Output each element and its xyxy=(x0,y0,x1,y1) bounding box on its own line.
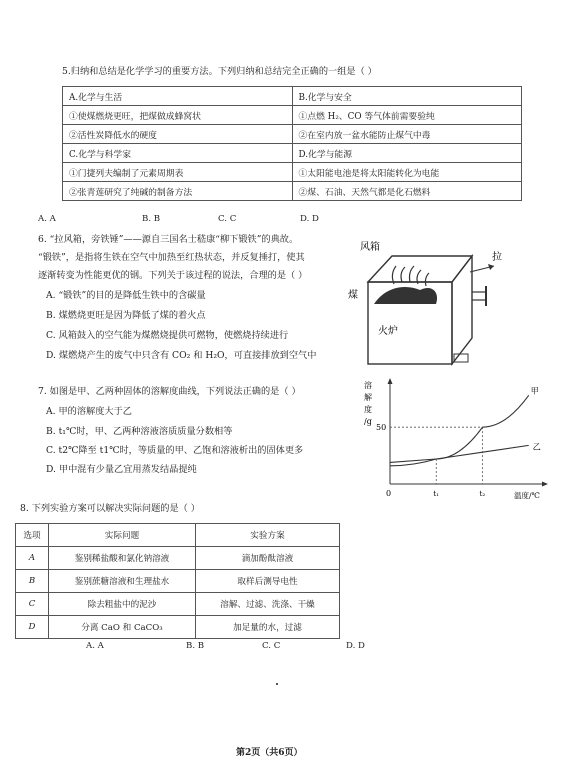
q8-option-a[interactable]: A. A xyxy=(86,641,104,651)
q6-option-c[interactable]: C. 风箱鼓入的空气能为煤燃烧提供可燃物，使燃烧持续进行 xyxy=(46,330,289,341)
y-axis-arrow xyxy=(388,378,393,384)
q5-option-b[interactable]: B. B xyxy=(142,214,161,224)
q8-table xyxy=(15,523,340,639)
ytick-label: 50 xyxy=(376,423,387,433)
q6-line-2: “锻铁”，是指将生铁在空气中加热至红热状态，并反复捶打，使其 xyxy=(38,252,305,263)
q5-cell: ②活性炭降低水的硬度 xyxy=(63,125,293,144)
ylabel-char: 解 xyxy=(364,393,372,402)
q8-cell: C xyxy=(16,593,49,616)
q5-cell: ②张青莲研究了纯碱的制备方法 xyxy=(63,182,293,201)
dot-mark xyxy=(276,683,278,685)
q8-cell: 加足量的水，过滤 xyxy=(196,616,340,639)
q5-cell: D.化学与能源 xyxy=(292,144,522,163)
ylabel-char: 溶 xyxy=(364,381,372,390)
q8-cell: D xyxy=(16,616,49,639)
q7-option-c[interactable]: C. t2℃降至 t1℃时，等质量的甲、乙饱和溶液析出的固体更多 xyxy=(46,445,304,456)
q8-header: 选项 xyxy=(16,524,49,547)
ylabel-char: /g xyxy=(364,417,372,426)
q5-cell: B.化学与安全 xyxy=(292,87,522,106)
label-la: 拉 xyxy=(492,252,502,263)
label-fengxiang: 风箱 xyxy=(360,242,380,253)
xtick-label: t₁ xyxy=(433,490,439,498)
q5-cell: ①太阳能电池是将太阳能转化为电能 xyxy=(292,163,522,182)
q7-option-b[interactable]: B. t₁℃时，甲、乙两种溶液溶质质量分数相等 xyxy=(46,426,233,437)
q5-cell: ②煤、石油、天然气都是化石燃料 xyxy=(292,182,522,201)
q6-option-d[interactable]: D. 煤燃烧产生的废气中只含有 CO₂ 和 H₂O，可直接排放到空气中 xyxy=(46,350,317,361)
q8-cell: 鉴别稀盐酸和氯化钠溶液 xyxy=(49,547,196,570)
series-label: 甲 xyxy=(530,386,539,396)
q8-cell: B xyxy=(16,570,49,593)
q5-option-d[interactable]: D. D xyxy=(300,214,319,224)
q8-cell: 鉴别蔗糖溶液和生理盐水 xyxy=(49,570,196,593)
q5-cell: ①使煤燃烧更旺，把煤做成蜂窝状 xyxy=(63,106,293,125)
q6-line-3: 逐渐转变为性能更优的钢。下列关于该过程的说法，合理的是（ ） xyxy=(38,270,308,281)
q8-stem: 8. 下列实验方案可以解决实际问题的是（ ） xyxy=(20,503,200,514)
furnace-top xyxy=(368,256,472,282)
ylabel-char: 度 xyxy=(364,405,372,414)
q5-option-c[interactable]: C. C xyxy=(218,214,237,224)
page-footer: 第2页（共6页） xyxy=(236,748,303,758)
q5-cell: ②在室内放一盆水能防止煤气中毒 xyxy=(292,125,522,144)
solubility-chart xyxy=(360,376,556,500)
q8-cell: 分离 CaO 和 CaCO₃ xyxy=(49,616,196,639)
q8-cell: 溶解、过滤、洗涤、干燥 xyxy=(196,593,340,616)
flame-lines xyxy=(392,266,429,286)
furnace-side xyxy=(452,256,472,364)
q8-cell: 除去粗盐中的泥沙 xyxy=(49,593,196,616)
q6-option-b[interactable]: B. 煤燃烧更旺是因为降低了煤的着火点 xyxy=(46,310,206,321)
xaxis-label: 温度/℃ xyxy=(514,491,540,500)
label-huolu: 火炉 xyxy=(378,326,398,337)
q5-stem: 5.归纳和总结是化学学习的重要方法。下列归纳和总结完全正确的一组是（ ） xyxy=(62,66,377,77)
q5-option-a[interactable]: A. A xyxy=(38,214,56,224)
q8-header: 实验方案 xyxy=(196,524,340,547)
q6-option-a[interactable]: A. “锻铁”的目的是降低生铁中的含碳量 xyxy=(46,290,206,301)
q7-option-d[interactable]: D. 甲中混有少量乙宜用蒸发结晶提纯 xyxy=(46,464,197,475)
label-mei: 煤 xyxy=(348,290,358,301)
q8-cell: 滴加酚酞溶液 xyxy=(196,547,340,570)
q8-option-d[interactable]: D. D xyxy=(346,641,365,651)
q5-cell: A.化学与生活 xyxy=(63,87,293,106)
q7-stem: 7. 如图是甲、乙两种固体的溶解度曲线，下列说法正确的是（ ） xyxy=(38,386,301,397)
series-line-yi xyxy=(390,445,529,462)
coal-pile xyxy=(374,287,437,304)
q5-cell: C.化学与科学家 xyxy=(63,144,293,163)
q8-option-c[interactable]: C. C xyxy=(262,641,281,651)
series-label: 乙 xyxy=(532,442,541,452)
q5-table xyxy=(62,86,522,201)
x-axis-arrow xyxy=(542,482,548,487)
q8-header: 实际问题 xyxy=(49,524,196,547)
q5-cell: ①点燃 H₂、CO 等气体前需要验纯 xyxy=(292,106,522,125)
q8-cell: 取样后测导电性 xyxy=(196,570,340,593)
q7-option-a[interactable]: A. 甲的溶解度大于乙 xyxy=(46,406,132,417)
furnace-figure xyxy=(346,234,506,374)
q8-option-b[interactable]: B. B xyxy=(186,641,205,651)
q8-cell: A xyxy=(16,547,49,570)
q5-cell: ①门捷列夫编制了元素周期表 xyxy=(63,163,293,182)
xtick-label: t₂ xyxy=(479,490,486,498)
origin-label: 0 xyxy=(386,489,392,498)
q6-line-1: 6. “拉风箱，旁铁锤”——源自三国名士嵇康“柳下锻铁”的典故。 xyxy=(38,234,299,245)
